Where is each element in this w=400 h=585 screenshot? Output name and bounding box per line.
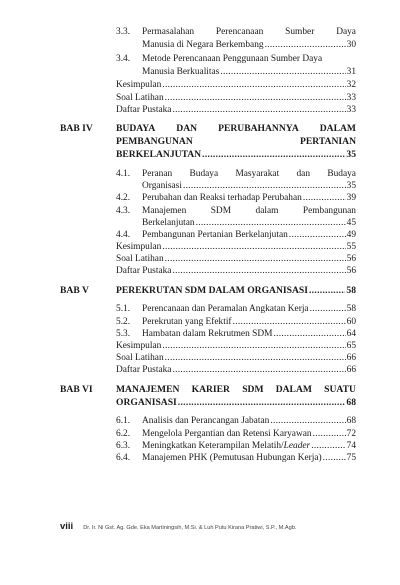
- chapter-title-bab-vi-cont[interactable]: [116, 397, 356, 409]
- entry-number: 4.1.: [116, 169, 131, 179]
- page-number: 39: [346, 193, 356, 203]
- page-number: 32: [346, 80, 356, 90]
- word: DALAM: [319, 123, 356, 134]
- dot-leader: [172, 104, 345, 116]
- chapter-label-bab-iv: BAB IV: [60, 123, 93, 134]
- entry-title: Manusia Berkualitas: [142, 67, 220, 77]
- toc-entry-kesimpulan-4[interactable]: [116, 241, 356, 253]
- word: PEMBANGUNAN: [116, 136, 193, 147]
- entry-number: 6.4.: [116, 453, 131, 463]
- entry-title-line: [142, 168, 356, 180]
- entry-number: 5.2.: [116, 317, 131, 327]
- entry-title-italic: Leader: [283, 441, 311, 451]
- entry-number: 6.1.: [116, 416, 131, 426]
- entry-title: Kesimpulan: [116, 341, 162, 351]
- chapter-title-bab-vi[interactable]: [116, 384, 356, 396]
- page-number: 35: [346, 149, 356, 160]
- dot-leader: [162, 241, 345, 253]
- entry-title: Daftar Pustaka: [116, 105, 172, 115]
- dot-leader: [172, 364, 345, 376]
- footer-authors: Dr. Ir. Ni Gst. Ag. Gde. Eka Martiningsih, M.Si. & Luh Putu Kirana Pratiwi, S.P., M.Agb.: [83, 525, 297, 531]
- toc-entry-kesimpulan-3[interactable]: [116, 79, 356, 91]
- word: PERTANIAN: [300, 136, 356, 147]
- dot-leader: [303, 192, 346, 204]
- chapter-title-bab-v[interactable]: [116, 285, 356, 297]
- word: Permasalahan: [142, 27, 195, 37]
- toc-entry-3-4[interactable]: [116, 53, 356, 65]
- entry-title: Pembangunan Pertanian Berkelanjutan: [142, 230, 288, 240]
- dot-leader: [165, 352, 346, 364]
- page-number: 60: [346, 317, 356, 327]
- entry-title: Perekrutan yang Efektif: [142, 317, 232, 327]
- dot-leader: [220, 66, 345, 78]
- page-number: 72: [346, 429, 356, 439]
- word: SDM: [210, 206, 232, 216]
- word: Peranan: [142, 169, 173, 179]
- toc-entry-4-4[interactable]: [116, 229, 356, 241]
- entry-title: Metode Perencanaan Penggunaan Sumber Daya: [142, 54, 323, 64]
- chapter-title-bab-iv-cont2[interactable]: [116, 149, 356, 161]
- entry-title: Berkelanjutan: [142, 218, 195, 228]
- toc-entry-daftar-pustaka-5[interactable]: [116, 364, 356, 376]
- word: PERUBAHANNYA: [218, 123, 299, 134]
- dot-leader: [162, 79, 345, 91]
- entry-number: 6.2.: [116, 429, 131, 439]
- dot-leader: [202, 149, 345, 161]
- page-number: 58: [346, 285, 356, 296]
- chapter-title: PEREKRUTAN SDM DALAM ORGANISASI: [116, 285, 308, 296]
- page-number: 64: [346, 329, 356, 339]
- entry-title: Analisis dan Perancangan Jabatan: [142, 416, 270, 426]
- page-footer: [60, 521, 296, 532]
- entry-title: Organisasi: [142, 181, 182, 191]
- toc-entry-3-4-cont[interactable]: [142, 66, 356, 78]
- page-number: 35: [346, 181, 356, 191]
- toc-entry-6-3[interactable]: [116, 440, 356, 452]
- entry-title: Hambatan dalam Rekrutmen SDM: [142, 329, 273, 339]
- page-number: 30: [346, 40, 356, 50]
- word: Pembangunan: [302, 206, 356, 216]
- toc-entry-3-3[interactable]: [116, 26, 356, 38]
- page-number: 56: [346, 266, 356, 276]
- word: Perencanaan: [215, 27, 264, 37]
- dot-leader: [165, 92, 346, 104]
- dot-leader: [311, 440, 345, 452]
- entry-number: 4.4.: [116, 230, 131, 240]
- entry-title: Kesimpulan: [116, 242, 162, 252]
- toc-entry-kesimpulan-5[interactable]: [116, 340, 356, 352]
- toc-entry-soal-latihan-3[interactable]: [116, 92, 356, 104]
- toc-entry-5-1[interactable]: [116, 303, 356, 315]
- toc-entry-soal-latihan-5[interactable]: [116, 352, 356, 364]
- entry-number: 6.3.: [116, 441, 131, 451]
- page-number: 49: [346, 230, 356, 240]
- dot-leader: [270, 415, 345, 427]
- page-number: 33: [346, 105, 356, 115]
- chapter-label-bab-v: BAB V: [60, 285, 89, 296]
- entry-title: Perubahan dan Reaksi terhadap Perubahan: [142, 193, 302, 203]
- dot-leader: [273, 328, 345, 340]
- word: MANAJEMEN: [116, 384, 180, 395]
- word: DALAM: [275, 384, 312, 395]
- page-number: 68: [346, 397, 356, 408]
- dot-leader: [178, 397, 346, 409]
- page-number: 45: [346, 218, 356, 228]
- entry-title: Daftar Pustaka: [116, 365, 172, 375]
- word: Budaya: [327, 169, 356, 179]
- word: Manajemen: [142, 206, 187, 216]
- page-number: 68: [346, 416, 356, 426]
- toc-entry-4-3-cont[interactable]: [142, 217, 356, 229]
- toc-entry-5-2[interactable]: [116, 316, 356, 328]
- dot-leader: [309, 285, 345, 297]
- entry-title: Daftar Pustaka: [116, 266, 172, 276]
- toc-entry-daftar-pustaka-3[interactable]: [116, 104, 356, 116]
- dot-leader: [162, 340, 345, 352]
- toc-entry-soal-latihan-4[interactable]: [116, 253, 356, 265]
- page-number: 75: [346, 453, 356, 463]
- entry-title: Kesimpulan: [116, 80, 162, 90]
- word: Masyarakat: [235, 169, 280, 179]
- word: Daya: [336, 27, 356, 37]
- toc-entry-6-2[interactable]: [116, 428, 356, 440]
- entry-title: Soal Latihan: [116, 254, 164, 264]
- page-number: 74: [346, 441, 356, 451]
- page-folio: viii: [60, 521, 74, 532]
- word: DAN: [176, 123, 198, 134]
- word: SUATU: [324, 384, 356, 395]
- chapter-title-bab-iv[interactable]: [116, 123, 356, 135]
- word: BUDAYA: [116, 123, 156, 134]
- page-number: 55: [346, 242, 356, 252]
- chapter-label-bab-vi: BAB VI: [60, 384, 93, 395]
- word: dan: [296, 169, 311, 179]
- page-number: 66: [346, 365, 356, 375]
- toc-entry-4-3[interactable]: [116, 205, 356, 217]
- dot-leader: [313, 428, 346, 440]
- chapter-title-bab-iv-cont[interactable]: [116, 136, 356, 148]
- page-number: 66: [346, 353, 356, 363]
- dot-leader: [183, 180, 346, 192]
- dot-leader: [196, 217, 346, 229]
- entry-title: Meningkatkan Keterampilan Melatih/: [142, 441, 284, 451]
- word: dalam: [255, 206, 279, 216]
- chapter-title-line: [116, 136, 356, 148]
- entry-title: Soal Latihan: [116, 353, 164, 363]
- entry-number: 5.1.: [116, 304, 131, 314]
- chapter-title: BERKELANJUTAN: [116, 149, 202, 160]
- word: SDM: [242, 384, 264, 395]
- dot-leader: [165, 253, 346, 265]
- dot-leader: [233, 316, 346, 328]
- toc-entry-4-1[interactable]: [116, 168, 356, 180]
- toc-entry-3-3-cont[interactable]: [142, 39, 356, 51]
- dot-leader: [265, 39, 346, 51]
- dot-leader: [172, 265, 345, 277]
- toc-entry-5-3[interactable]: [116, 328, 356, 340]
- entry-title-line: [142, 205, 356, 217]
- word: Sumber: [285, 27, 315, 37]
- entry-number: 4.2.: [116, 193, 131, 203]
- toc-entry-6-4[interactable]: [116, 452, 356, 464]
- page-number: 65: [346, 341, 356, 351]
- chapter-title: ORGANISASI: [116, 397, 177, 408]
- entry-title: Manajemen PHK (Pemutusan Hubungan Kerja): [142, 453, 322, 463]
- page-number: 31: [346, 67, 356, 77]
- chapter-title-line: [116, 384, 356, 396]
- entry-number: 3.3.: [116, 27, 131, 37]
- toc-entry-4-2[interactable]: [116, 192, 356, 204]
- page-number: 56: [346, 254, 356, 264]
- entry-title-line: [142, 26, 356, 38]
- toc-entry-daftar-pustaka-4[interactable]: [116, 265, 356, 277]
- page-number: 58: [346, 304, 356, 314]
- chapter-title-line: [116, 123, 356, 135]
- entry-number: 4.3.: [116, 206, 131, 216]
- toc-entry-6-1[interactable]: [116, 415, 356, 427]
- entry-title: Perencanaan dan Peramalan Angkatan Kerja: [142, 304, 309, 314]
- dot-leader: [289, 229, 346, 241]
- page-number: 33: [346, 93, 356, 103]
- word: KARIER: [191, 384, 230, 395]
- entry-title: Manusia di Negara Berkembang: [142, 40, 264, 50]
- entry-number: 5.3.: [116, 329, 131, 339]
- dot-leader: [310, 303, 346, 315]
- dot-leader: [323, 452, 346, 464]
- toc-entry-4-1-cont[interactable]: [142, 180, 356, 192]
- entry-title: Mengelola Pergantian dan Retensi Karyawan: [142, 429, 312, 439]
- entry-number: 3.4.: [116, 54, 131, 64]
- entry-title: Soal Latihan: [116, 93, 164, 103]
- word: Budaya: [189, 169, 219, 179]
